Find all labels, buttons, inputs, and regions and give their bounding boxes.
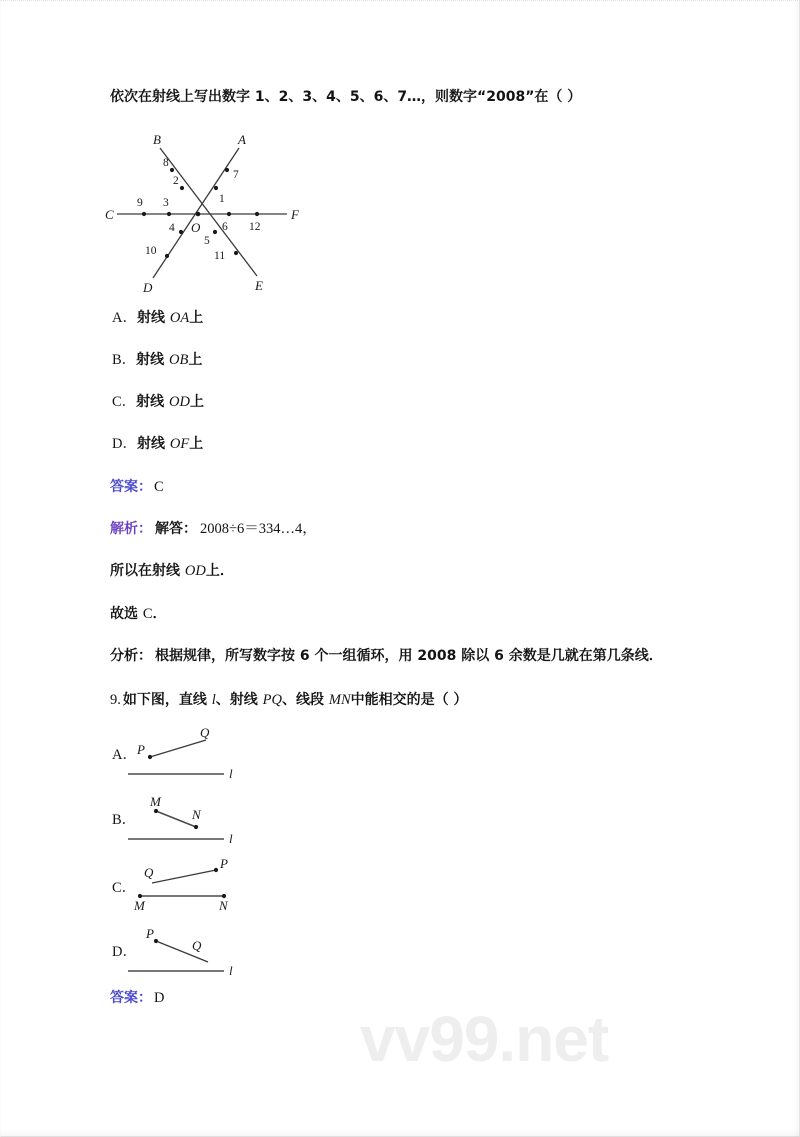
figure-dot-5 xyxy=(213,230,217,234)
question8-stem: 依次在射线上写出数字 1、2、3、4、5、6、7…，则数字“2008”在（ ） xyxy=(110,89,582,105)
option-c-label-M: M xyxy=(134,898,145,913)
analysis-intro: 解答： xyxy=(155,521,197,537)
analysis-line3-prefix: 故选 xyxy=(110,606,143,622)
figure-dot-1 xyxy=(214,186,218,190)
question8-analysis-line2 xyxy=(110,563,234,580)
analysis-line2-ray: OD xyxy=(184,563,206,579)
figure-number-1: 1 xyxy=(219,193,225,205)
analysis-label: 解析 xyxy=(110,521,138,537)
question9-answer-value: D xyxy=(154,990,165,1006)
figure-dot-10 xyxy=(165,254,169,258)
question9-stem-l: l xyxy=(211,692,216,708)
option-a-letter: A． xyxy=(112,310,137,326)
option-a-prefix: 射线 xyxy=(136,310,170,326)
figure-dot-9 xyxy=(142,212,146,216)
question9-answer-separator: ： xyxy=(138,990,152,1006)
answer-value: C xyxy=(154,479,164,495)
figure-number-12: 12 xyxy=(249,221,261,233)
option-d-ray: OF xyxy=(169,436,190,452)
question8-reasoning-row xyxy=(110,648,663,665)
figure-dot-11 xyxy=(234,251,238,255)
option-c-label-N: N xyxy=(219,898,228,913)
option-a-label-P: P xyxy=(137,742,145,757)
analysis-math: 2008÷6＝334…4， xyxy=(200,521,317,537)
figure-dot-12 xyxy=(255,212,259,216)
figure-number-6: 6 xyxy=(222,221,228,233)
reasoning-separator: ： xyxy=(138,648,152,664)
analysis-line3-suffix: ． xyxy=(152,606,167,622)
option-d-label-P: P xyxy=(146,926,154,941)
option-a-label-l: l xyxy=(229,766,233,781)
question9-stem-p3: 、线段 xyxy=(282,692,329,708)
figure-number-2: 2 xyxy=(173,175,179,187)
question9-option-b-letter[interactable]: B． xyxy=(112,812,137,828)
figure-label-D: D xyxy=(143,280,153,295)
figure-label-C: C xyxy=(105,207,114,222)
question9-option-d-letter[interactable]: D． xyxy=(112,944,137,960)
question9-stem-mn: MN xyxy=(328,692,351,708)
option-d-letter: D． xyxy=(112,436,137,452)
option-b-suffix: 上 xyxy=(188,352,203,368)
option-d-prefix: 射线 xyxy=(136,436,170,452)
reasoning-text: 根据规律，所写数字按 6 个一组循环，用 2008 除以 6 余数是几就在第几条线． xyxy=(155,648,663,664)
question8-analysis-line3 xyxy=(110,606,167,623)
reasoning-label: 分析 xyxy=(110,648,138,664)
figure-dot-8 xyxy=(170,168,174,172)
option-d-suffix: 上 xyxy=(189,436,204,452)
option-b-label-N: N xyxy=(192,807,201,822)
question9-answer-row xyxy=(110,990,164,1007)
figure-number-10: 10 xyxy=(145,245,157,257)
option-c-suffix: 上 xyxy=(190,394,204,410)
question9-option-a-letter[interactable]: A． xyxy=(112,747,137,763)
question9-option-b-figure xyxy=(128,791,248,849)
question9-stem-p4: 中能相交的是（ ） xyxy=(350,692,468,708)
option-a-suffix: 上 xyxy=(189,310,204,326)
analysis-line2-suffix: 上． xyxy=(205,563,234,579)
analysis-line2-prefix: 所以在射线 xyxy=(110,563,185,579)
figure-number-11: 11 xyxy=(214,250,226,262)
figure-number-8: 8 xyxy=(163,157,169,169)
option-c-letter: C． xyxy=(112,394,137,410)
question9-stem xyxy=(110,692,468,709)
question9-stem-p1: 如下图，直线 xyxy=(122,692,212,708)
figure-label-B: B xyxy=(153,132,161,147)
figure-dot-7 xyxy=(225,168,229,172)
question8-option-b[interactable] xyxy=(112,352,202,369)
figure-number-3: 3 xyxy=(163,197,169,209)
option-b-label-M: M xyxy=(150,794,161,809)
option-c-label-Q: Q xyxy=(144,865,154,880)
figure-number-5: 5 xyxy=(204,235,210,247)
analysis-line3-value: C xyxy=(142,606,153,622)
option-b-ray: OB xyxy=(169,352,189,368)
figure-center-dot xyxy=(196,212,201,217)
option-b-point-m-dot xyxy=(154,809,158,813)
question9-option-c-figure xyxy=(128,858,258,920)
option-d-label-Q: Q xyxy=(192,938,202,953)
figure-label-F: F xyxy=(291,207,299,222)
figure-dot-4 xyxy=(179,230,183,234)
option-d-label-l: l xyxy=(229,963,233,978)
option-c-prefix: 射线 xyxy=(136,394,170,410)
figure-dot-6 xyxy=(227,212,231,216)
figure-number-7: 7 xyxy=(233,169,239,181)
question9-answer-label: 答案 xyxy=(110,990,138,1006)
question8-answer-row xyxy=(110,479,164,496)
figure-label-E: E xyxy=(255,278,263,293)
question9-stem-p2: 、射线 xyxy=(215,692,263,708)
question9-stem-pq: PQ xyxy=(262,692,282,708)
question8-option-a[interactable] xyxy=(112,310,203,327)
option-a-label-Q: Q xyxy=(200,725,210,740)
question8-option-c[interactable] xyxy=(112,394,204,411)
answer-label: 答案 xyxy=(110,479,138,495)
question8-option-d[interactable] xyxy=(112,436,203,453)
figure-label-A: A xyxy=(238,132,246,147)
option-d-point-p-dot xyxy=(154,939,158,943)
figure-dot-3 xyxy=(167,212,171,216)
option-c-label-P: P xyxy=(220,856,228,871)
question9-option-c-letter[interactable]: C． xyxy=(112,880,137,896)
option-a-ray: OA xyxy=(169,310,190,326)
question9-option-a-figure xyxy=(128,725,248,785)
option-b-prefix: 射线 xyxy=(136,352,170,368)
figure-dot-2 xyxy=(180,186,184,190)
question9-option-d-figure xyxy=(128,926,248,984)
option-a-point-p-dot xyxy=(148,755,152,759)
figure-label-O: O xyxy=(191,220,201,235)
watermark: vv99.net xyxy=(360,1003,609,1075)
option-b-letter: B． xyxy=(112,352,137,368)
figure-number-9: 9 xyxy=(137,197,143,209)
option-c-ray: OD xyxy=(169,394,190,410)
answer-separator: ： xyxy=(138,479,152,495)
option-b-point-n-dot xyxy=(194,825,198,829)
question8-ray-figure xyxy=(105,126,320,298)
option-b-label-l: l xyxy=(229,831,233,846)
option-c-point-p-dot xyxy=(214,868,218,872)
question8-analysis-row xyxy=(110,521,317,538)
question9-number: 9. xyxy=(110,692,121,708)
figure-number-4: 4 xyxy=(169,222,175,234)
analysis-separator: ： xyxy=(138,521,152,537)
